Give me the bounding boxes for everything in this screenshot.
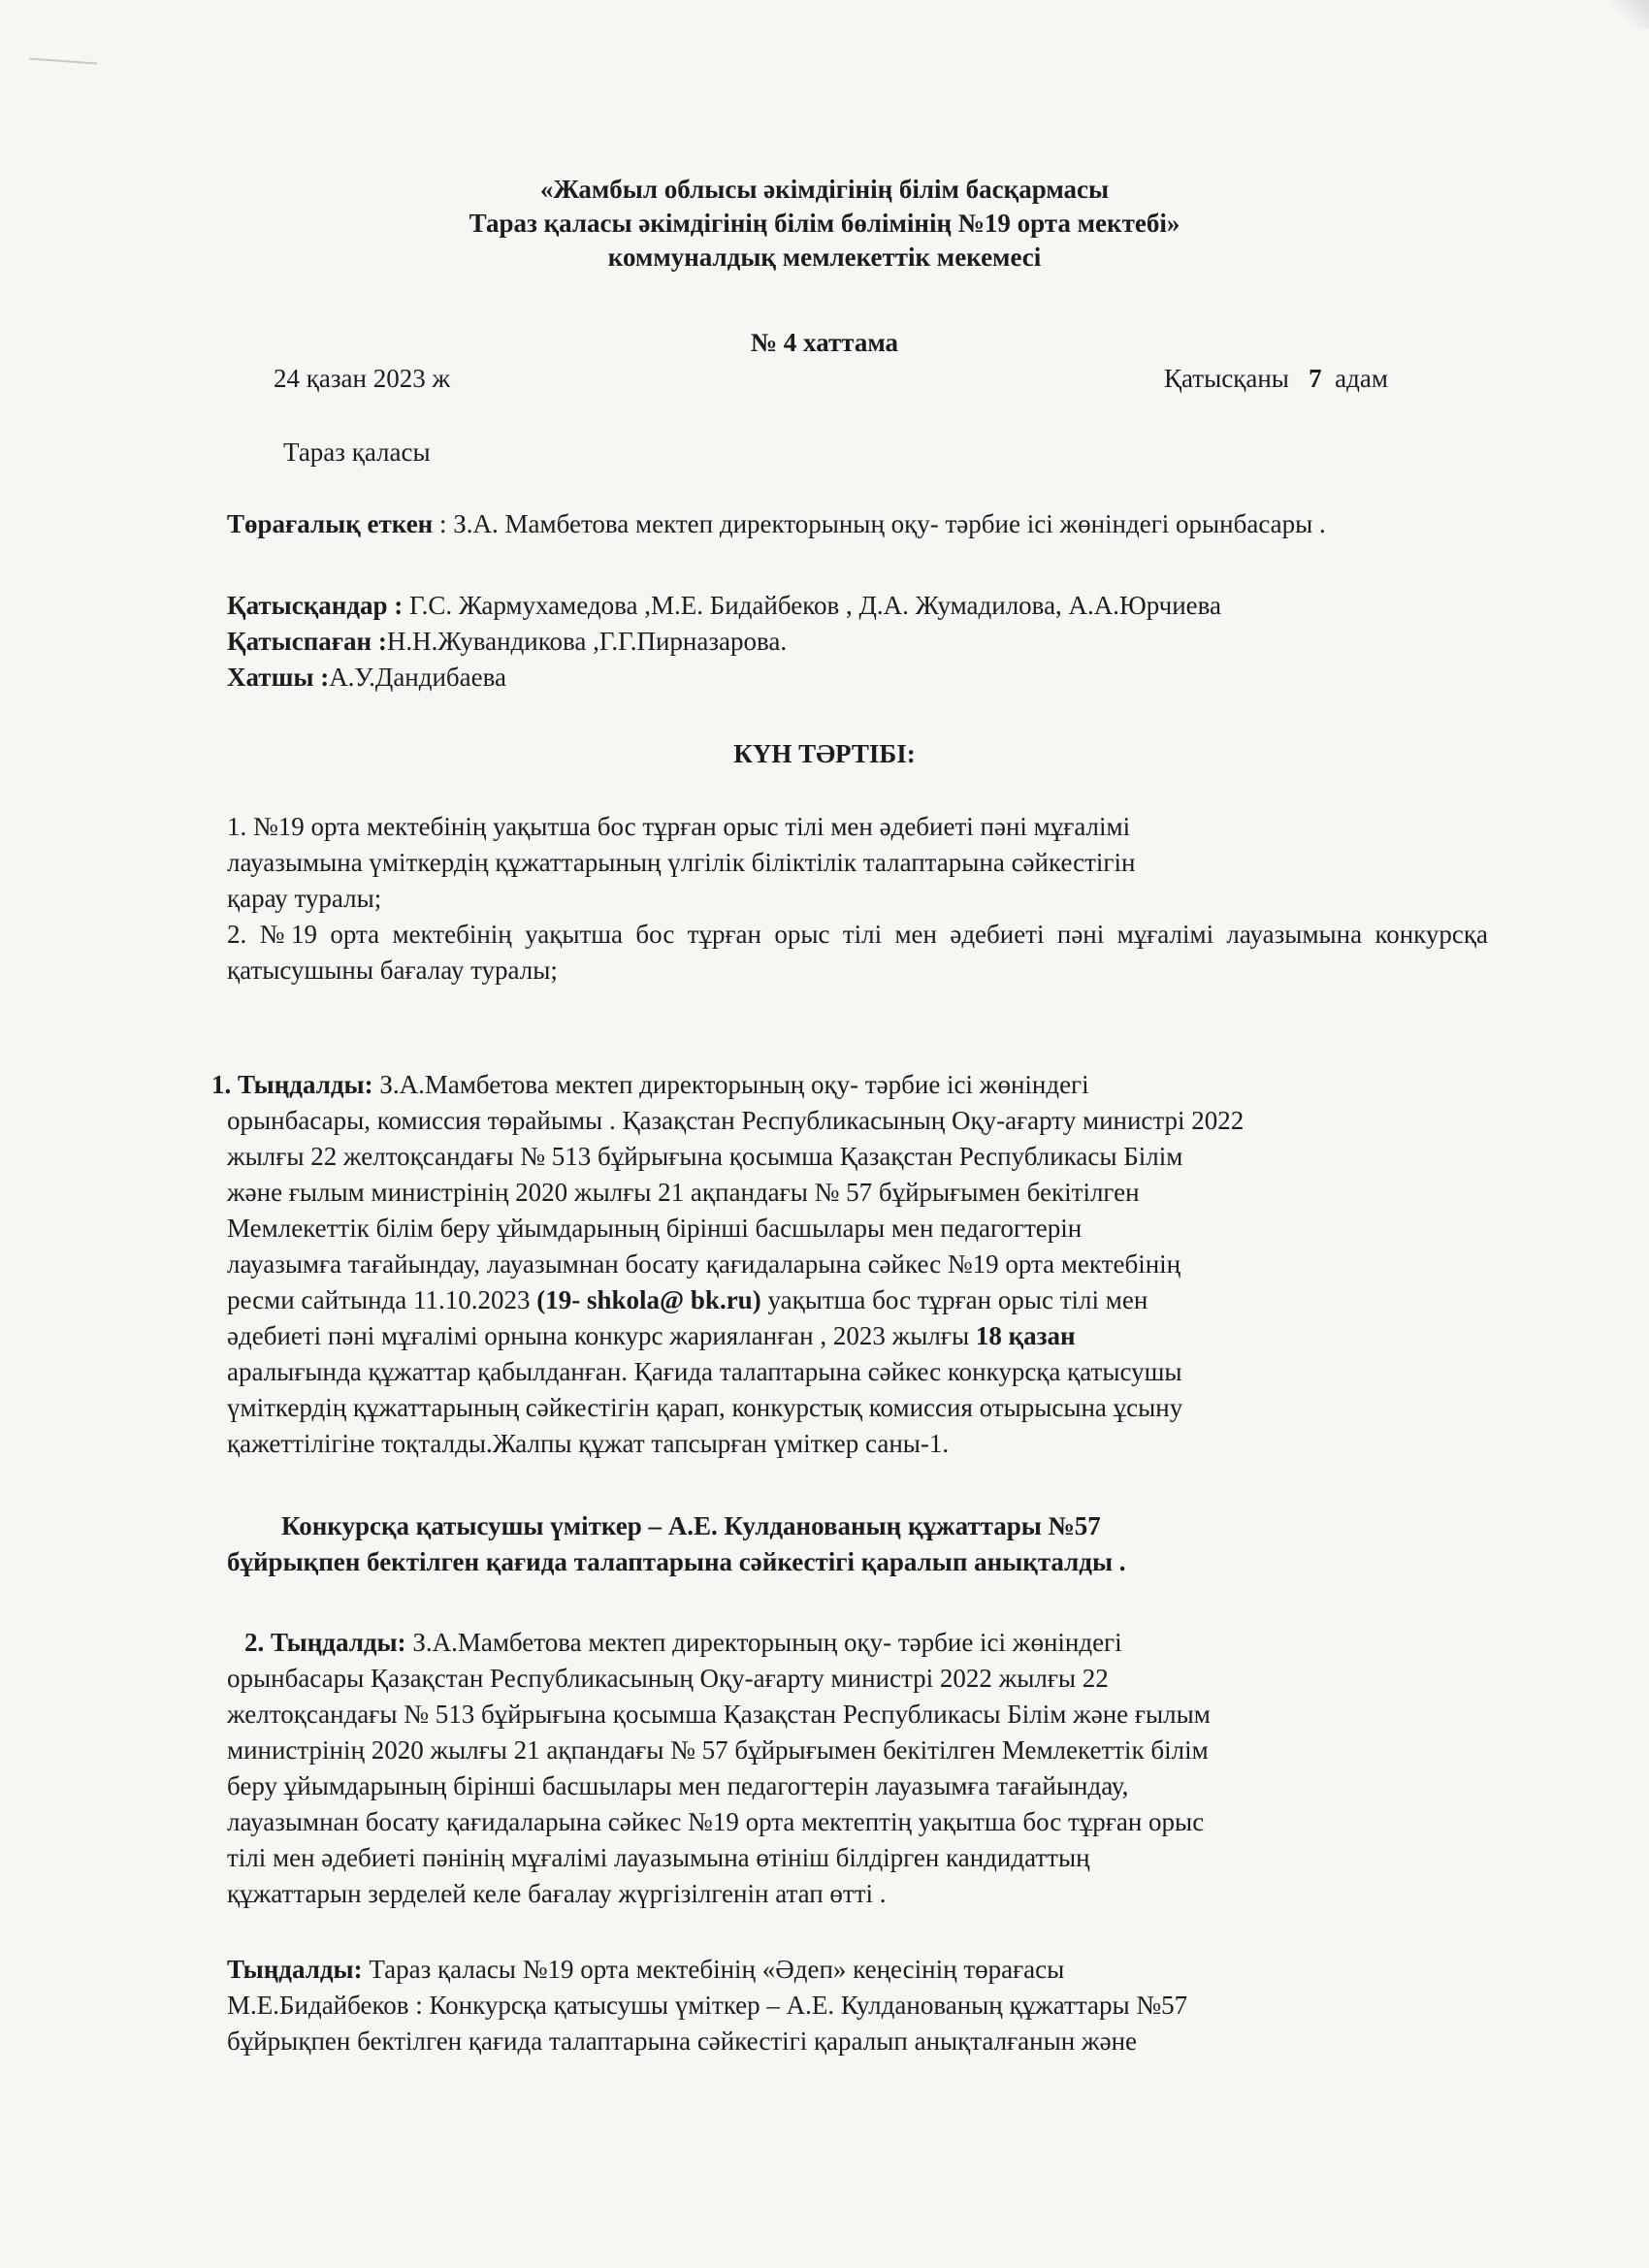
section-1-line-10: үміткердің құжаттарының сәйкестігін қарап, конкурстық комиссия отырысына ұсыну bbox=[227, 1393, 1183, 1422]
chair-label: Төрағалық еткен bbox=[227, 509, 434, 538]
org-header-line-2: Тараз қаласы әкімдігінің білім бөлімінің №19 орта мектебі» bbox=[469, 209, 1180, 238]
decision-1-line-2: бұйрықпен бектілген қағида талаптарына сәйкестігі қаралып анықталды . bbox=[227, 1547, 1126, 1576]
section-3-line-1 bbox=[227, 1952, 1064, 1988]
secretary-text: А.У.Дандибаева bbox=[329, 663, 507, 692]
section-1-line-11: қажеттілігіне тоқталды.Жалпы құжат тапсырған үміткер саны-1. bbox=[227, 1429, 950, 1458]
section-1-text-7b: уақытша бос тұрған орыс тілі мен bbox=[760, 1285, 1148, 1314]
attendance-label: Қатысқаны bbox=[1164, 364, 1289, 393]
secretary-label: Хатшы : bbox=[227, 663, 330, 692]
agenda-item-2: 2. №19 орта мектебінің уақытша бос тұрған орыс тілі мен әдебиеті пәні мұғалімі лауазымына конкурсқа қатысушыны бағалау туралы; bbox=[227, 920, 1488, 985]
scan-corner-artifact bbox=[1610, 0, 1649, 29]
present-label: Қатысқандар : bbox=[227, 591, 404, 620]
section-1-line-8 bbox=[227, 1318, 1076, 1354]
section-2-label: 2. Тыңдалды: bbox=[244, 1628, 406, 1657]
agenda-title: КҮН ТӘРТІБІ: bbox=[733, 739, 916, 768]
section-2-line-5: беру ұйымдарының бірінші басшылары мен педагогтерін лауазымға тағайындау, bbox=[227, 1771, 1129, 1800]
protocol-title: № 4 хаттама bbox=[750, 328, 899, 357]
section-2-line-6: лауазымнан босату қағидаларына сәйкес №19 орта мектептің уақытша бос тұрған орыс bbox=[227, 1807, 1205, 1836]
attendance-count: 7 bbox=[1309, 364, 1322, 393]
city-name: Тараз қаласы bbox=[283, 437, 431, 467]
section-2-line-2: орынбасары Қазақстан Республикасының Оқу-ағарту министрі 2022 жылғы 22 bbox=[227, 1664, 1109, 1693]
section-1-line-7 bbox=[227, 1282, 1148, 1318]
scan-artifact bbox=[29, 58, 97, 65]
section-1-line-6: лауазымға тағайындау, лауазымнан босату қағидаларына сәйкес №19 орта мектебінің bbox=[227, 1249, 1181, 1279]
attendance-info bbox=[1164, 361, 1388, 397]
section-1-line-2: орынбасары, комиссия төрайымы . Қазақстан Республикасының Оқу-ағарту министрі 2022 bbox=[227, 1106, 1245, 1135]
org-header-line-1: «Жамбыл облысы әкімдігінің білім басқармасы bbox=[539, 175, 1110, 204]
section-1-line-4: және ғылым министрінің 2020 жылғы 21 ақпандағы № 57 бұйрығымен бекітілген bbox=[227, 1178, 1140, 1207]
org-header-line-3: коммуналдық мемлекеттік мекемесі bbox=[607, 243, 1042, 272]
section-3-line-3: бұйрықпен бектілген қағида талаптарына сәйкестігі қаралып анықталғанын және bbox=[227, 2026, 1138, 2056]
section-3-line-2: М.Е.Бидайбеков : Конкурсқа қатысушы үміткер – А.Е. Кулданованың құжаттары №57 bbox=[227, 1991, 1188, 2020]
decision-1-line-1: Конкурсқа қатысушы үміткер – А.Е. Кулданованың құжаттары №57 bbox=[281, 1511, 1101, 1540]
secretary-line bbox=[227, 660, 506, 696]
protocol-date: 24 қазан 2023 ж bbox=[274, 364, 451, 393]
section-1-text-8a: әдебиеті пәні мұғалімі орнына конкурс жарияланған , 2023 жылғы bbox=[227, 1321, 976, 1350]
school-site: (19- shkola@ bk.ru) bbox=[536, 1285, 761, 1314]
section-1-label: 1. Тыңдалды: bbox=[211, 1070, 373, 1099]
absent-label: Қатыспаған : bbox=[227, 627, 387, 656]
absent-line bbox=[227, 624, 787, 660]
section-1-line-9: аралығында құжаттар қабылданған. Қағида талаптарына сәйкес конкурсқа қатысушы bbox=[227, 1357, 1182, 1386]
absent-text: Н.Н.Жувандикова ,Г.Г.Пирназарова. bbox=[386, 627, 788, 656]
section-2-line-3: желтоқсандағы № 513 бұйрығына қосымша Қазақстан Республикасы Білім және ғылым bbox=[227, 1700, 1211, 1729]
section-3-label: Тыңдалды: bbox=[227, 1955, 363, 1984]
section-1-line-5: Мемлекеттік білім беру ұйымдарының бірінші басшылары мен педагогтерін bbox=[227, 1214, 1083, 1243]
agenda-item-1-line-2: лауазымына үміткердің құжаттарының үлгілік біліктілік талаптарына сәйкестігін bbox=[227, 848, 1136, 877]
section-2-line-4: министрінің 2020 жылғы 21 ақпандағы № 57 бұйрығымен бекітілген Мемлекеттік білім bbox=[227, 1735, 1209, 1765]
section-3-text-1: Тараз қаласы №19 орта мектебінің «Әдеп» кеңесінің төрағасы bbox=[362, 1955, 1065, 1984]
chair-text: : З.А. Мамбетова мектеп директорының оқу- тәрбие ісі жөніндегі орынбасары . bbox=[433, 509, 1326, 538]
present-text: Г.С. Жармухамедова ,М.Е. Бидайбеков , Д.А. Жумадилова, А.А.Юрчиева bbox=[403, 591, 1222, 620]
agenda-item-1-line-3: қарау туралы; bbox=[227, 884, 382, 913]
section-2-line-7: тілі мен әдебиеті пәнінің мұғалімі лауазымына өтініш білдірген кандидаттың bbox=[227, 1843, 1090, 1872]
deadline-date: 18 қазан bbox=[975, 1321, 1076, 1350]
section-2-text-1: З.А.Мамбетова мектеп директорының оқу- тәрбие ісі жөніндегі bbox=[405, 1628, 1122, 1657]
section-2-line-1 bbox=[244, 1625, 1122, 1661]
section-1-text-7a: ресми сайтында 11.10.2023 bbox=[227, 1285, 537, 1314]
section-1-line-3: жылғы 22 желтоқсандағы № 513 бұйрығына қосымша Қазақстан Республикасы Білім bbox=[227, 1142, 1183, 1171]
attendance-unit: адам bbox=[1335, 364, 1388, 393]
present-line bbox=[227, 588, 1221, 624]
section-1-line-1 bbox=[211, 1067, 1089, 1103]
agenda-item-1-line-1: 1. №19 орта мектебінің уақытша бос тұрған орыс тілі мен әдебиеті пәні мұғалімі bbox=[227, 812, 1131, 841]
section-2-line-8: құжаттарын зерделей келе бағалау жүргізілгенін атап өтті . bbox=[227, 1879, 887, 1908]
section-1-text-1: З.А.Мамбетова мектеп директорының оқу- тәрбие ісі жөніндегі bbox=[372, 1070, 1089, 1099]
chair-line bbox=[227, 506, 1488, 542]
